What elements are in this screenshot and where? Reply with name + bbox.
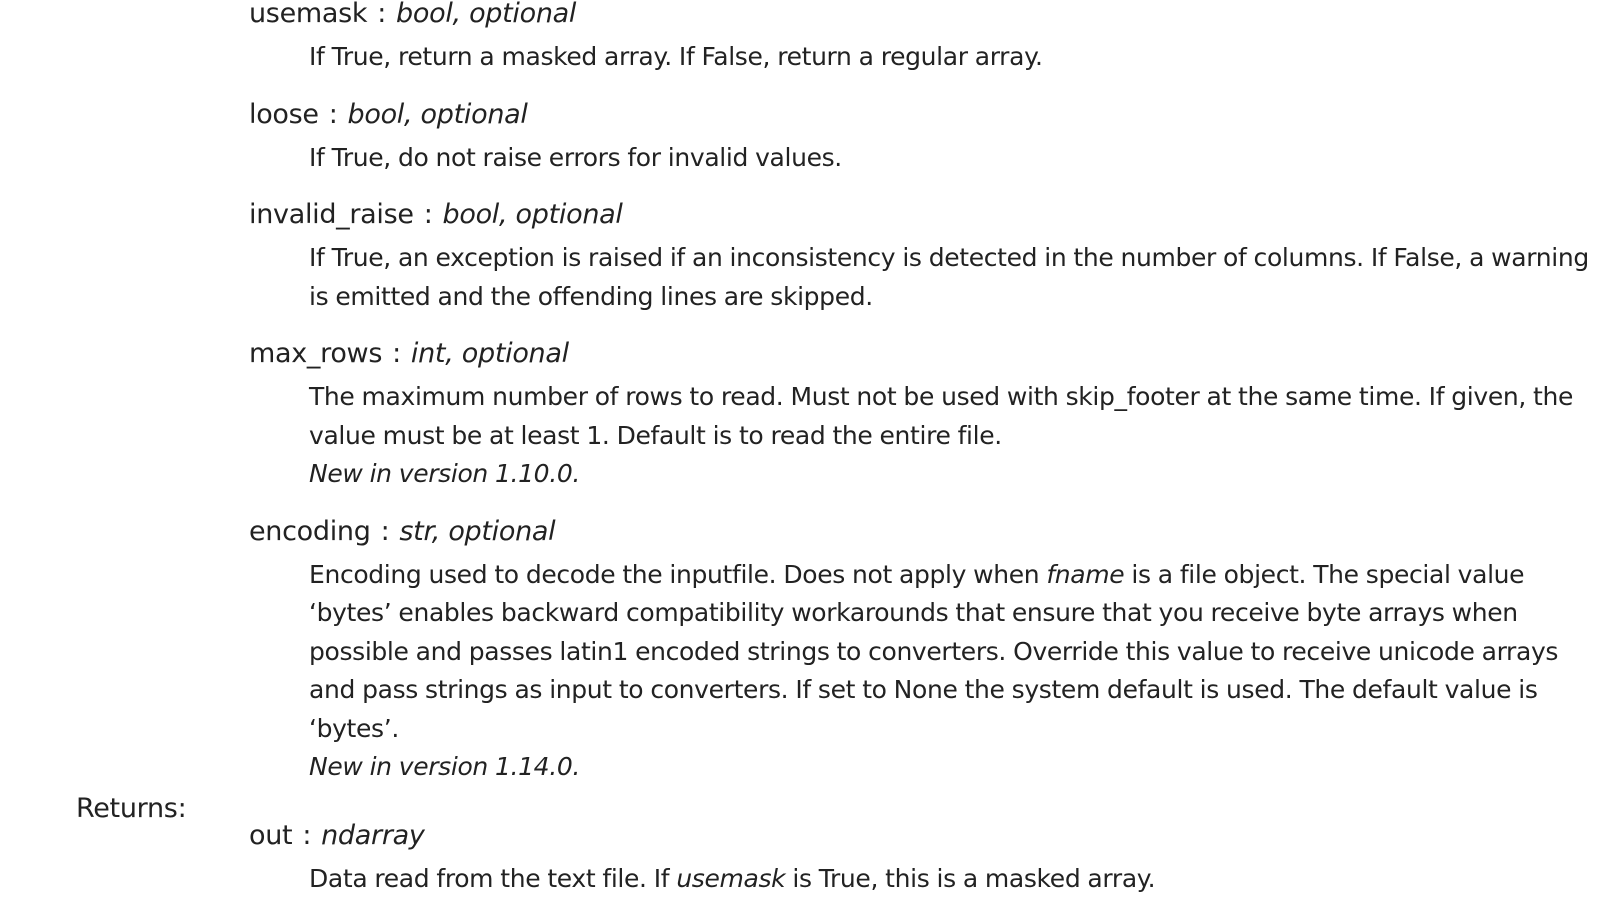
- param-encoding: [249, 514, 1609, 787]
- param-name: usemask: [249, 0, 368, 29]
- param-type: str, optional: [399, 515, 556, 547]
- param-separator: :: [380, 515, 390, 547]
- param-description: [309, 139, 1609, 178]
- param-max-rows: [249, 336, 1609, 494]
- return-name: out: [249, 820, 293, 851]
- return-out: [249, 818, 1609, 899]
- returns-list: [249, 818, 1609, 899]
- desc-emphasis-fname: fname: [1046, 559, 1125, 589]
- param-header: [249, 197, 1609, 233]
- param-type: bool, optional: [347, 98, 528, 130]
- param-invalid-raise: [249, 197, 1609, 316]
- param-separator: :: [328, 98, 338, 130]
- param-description: [309, 556, 1609, 787]
- param-description: [309, 38, 1609, 77]
- param-name: loose: [249, 98, 319, 130]
- version-added-note: New in version 1.14.0.: [309, 752, 580, 781]
- param-description: [309, 239, 1609, 316]
- param-separator: :: [392, 338, 401, 369]
- param-header: [249, 97, 1609, 133]
- param-loose: [249, 97, 1609, 178]
- param-type: bool, optional: [396, 0, 577, 29]
- return-description-text: [309, 860, 1609, 899]
- desc-text-after: is a file object. The special value ‘bytes’ enables backward compatibility workarounds that ensure that you receive byte arrays when possible and passes latin1 encoded strings to converters. Override this value to receive unicode arrays and pass strings as input to converters. If set to None the system default is used. The default value is ‘bytes’.: [309, 559, 1559, 743]
- param-separator: :: [377, 0, 387, 29]
- param-description-text: If True, an exception is raised if an inconsistency is detected in the number of columns. If False, a warning is emitted and the offending lines are skipped.: [309, 243, 1589, 311]
- desc-text-before: Encoding used to decode the inputfile. Does not apply when: [309, 559, 1047, 589]
- param-type: int, optional: [410, 338, 569, 369]
- param-header: [249, 0, 1609, 32]
- param-header: [249, 336, 1609, 372]
- return-description: [309, 860, 1609, 899]
- param-separator: :: [423, 199, 433, 230]
- return-header: [249, 818, 1609, 854]
- return-separator: :: [302, 820, 312, 851]
- param-name: encoding: [249, 515, 371, 547]
- desc-text-before: Data read from the text file. If: [309, 864, 677, 893]
- param-name: max_rows: [249, 338, 383, 369]
- parameters-list: [249, 0, 1609, 787]
- param-usemask: [249, 0, 1609, 77]
- desc-text-after: is True, this is a masked array.: [785, 864, 1156, 893]
- param-description: [309, 378, 1609, 494]
- returns-section-label: Returns:: [76, 793, 187, 824]
- param-description-text: [309, 556, 1609, 749]
- param-description-text: If True, do not raise errors for invalid values.: [309, 142, 842, 172]
- param-description-text: The maximum number of rows to read. Must not be used with skip_footer at the same time. If given, the value must be at least 1. Default is to read the entire file.: [309, 382, 1574, 450]
- version-added-note: New in version 1.10.0.: [309, 459, 580, 488]
- param-header: [249, 514, 1609, 550]
- return-type: ndarray: [321, 820, 425, 851]
- param-name: invalid_raise: [249, 199, 414, 230]
- desc-emphasis-usemask: usemask: [676, 864, 786, 893]
- param-type: bool, optional: [442, 199, 623, 230]
- param-description-text: If True, return a masked array. If False, return a regular array.: [309, 42, 1043, 71]
